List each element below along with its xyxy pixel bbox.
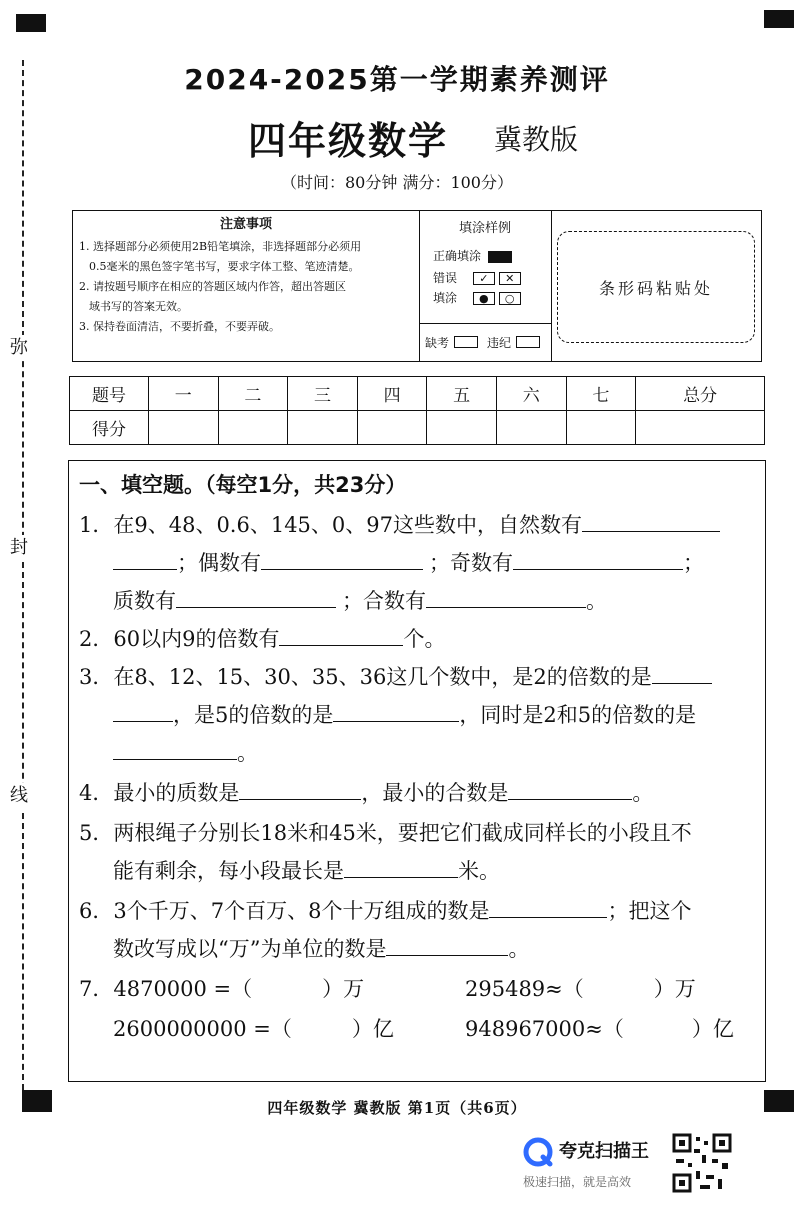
score-table-header-row — [70, 377, 765, 411]
question-7-line-1a — [79, 973, 364, 1003]
answer-blank[interactable] — [652, 663, 712, 684]
correct-fill-row — [433, 247, 512, 264]
score-table-score-row — [70, 411, 765, 445]
question-3-line-3 — [113, 737, 258, 767]
question-text: 。 — [237, 741, 258, 765]
filled-dot-icon: ● — [473, 292, 495, 305]
barcode-area: 条形码粘贴处 — [557, 231, 755, 343]
notes-panel — [73, 211, 420, 361]
question-text: 质数有 — [113, 589, 176, 613]
question-text: ；奇数有 — [429, 551, 513, 575]
violation-label: 违纪 — [487, 336, 512, 350]
filled-square-icon — [488, 251, 512, 263]
info-box — [72, 210, 762, 362]
question-section-box — [68, 460, 766, 1082]
answer-blank[interactable] — [386, 935, 508, 956]
scanner-watermark — [523, 1137, 649, 1189]
question-text: 7．4870000 =（ — [79, 977, 253, 1001]
question-7-line-1b — [465, 973, 696, 1003]
section-title: 一、填空题。（每空1分，共23分） — [79, 473, 407, 497]
question-text: 2600000000 =（ — [113, 1017, 292, 1041]
question-text: ）万 — [653, 977, 696, 1001]
binding-char-seal: 弥 — [9, 335, 29, 361]
absent-violation-row — [419, 323, 551, 362]
question-5-line-1 — [79, 817, 692, 847]
score-table — [69, 376, 765, 445]
question-3-line-1 — [79, 661, 712, 691]
score-cell[interactable] — [218, 411, 288, 445]
score-cell[interactable] — [427, 411, 497, 445]
absent-checkbox[interactable] — [454, 336, 478, 348]
corner-mark-top-right — [764, 10, 794, 28]
question-text: 1．在9、48、0.6、145、0、97这些数中，自然数有 — [79, 513, 583, 537]
question-text: ）亿 — [691, 1017, 734, 1041]
question-1-line-1 — [79, 509, 720, 539]
question-2-line — [79, 623, 445, 653]
question-1-line-2 — [113, 547, 704, 577]
notes-line: 域书写的答案无效。 — [89, 300, 188, 313]
question-text: 。 — [632, 781, 654, 805]
question-text: 。 — [586, 589, 607, 613]
question-5-line-2 — [113, 855, 500, 885]
question-text: ）万 — [322, 977, 365, 1001]
scanner-logo-icon — [523, 1137, 553, 1167]
question-text: 数改写成以“万”为单位的数是 — [113, 937, 387, 961]
question-1-line-3 — [113, 585, 607, 615]
question-text: 。 — [508, 937, 530, 961]
question-text: ；把这个 — [607, 899, 692, 923]
qr-code-icon — [672, 1133, 732, 1193]
question-text: 6．3个千万、7个百万、8个十万组成的数是 — [79, 899, 490, 923]
correct-fill-label: 正确填涂 — [433, 249, 482, 263]
score-table-header: 三 — [288, 377, 358, 411]
score-row-label: 得分 — [70, 411, 149, 445]
answer-blank[interactable] — [489, 897, 607, 918]
violation-checkbox[interactable] — [516, 336, 540, 348]
score-cell[interactable] — [566, 411, 636, 445]
notes-line: 2. 请按题号顺序在相应的答题区域内作答，超出答题区 — [79, 280, 346, 293]
question-7-line-2a — [113, 1013, 394, 1043]
question-text: 4．最小的质数是 — [79, 781, 240, 805]
score-table-header: 二 — [218, 377, 288, 411]
question-text: ）亿 — [351, 1017, 394, 1041]
question-4-line — [79, 777, 653, 807]
notes-heading: 注意事项 — [219, 217, 272, 232]
notes-line: 1. 选择题部分必须使用2B铅笔填涂，非选择题部分必须用 — [79, 240, 362, 253]
wrong-fill-label: 错误 — [433, 271, 458, 285]
binding-char-seal2: 封 — [9, 535, 29, 561]
answer-blank[interactable] — [239, 779, 361, 800]
fill-sample-panel — [419, 211, 552, 361]
question-text: 948967000≈（ — [465, 1017, 624, 1041]
score-cell[interactable] — [149, 411, 219, 445]
check-mark-icon: ✓ — [473, 272, 495, 285]
question-text: 3．在8、12、15、30、35、36这几个数中，是2的倍数的是 — [79, 665, 652, 689]
score-cell[interactable] — [357, 411, 427, 445]
answer-blank[interactable] — [513, 549, 683, 570]
question-text: 295489≈（ — [465, 977, 584, 1001]
question-6-line-1 — [79, 895, 691, 925]
answer-blank[interactable] — [176, 587, 336, 608]
question-text: ；偶数有 — [177, 551, 261, 575]
edition-label: 冀教版 — [494, 123, 579, 156]
wrong-fill-row — [433, 269, 521, 286]
answer-blank[interactable] — [426, 587, 586, 608]
subject-title: 四年级数学 — [248, 118, 449, 163]
page-footer: 四年级数学 冀教版 第1页（共6页） — [267, 1099, 527, 1117]
fill-sample-heading: 填涂样例 — [458, 221, 511, 236]
question-text: ； — [683, 551, 704, 575]
score-cell[interactable] — [496, 411, 566, 445]
question-text: 能有剩余，每小段最长是 — [113, 859, 344, 883]
binding-char-line: 线 — [9, 783, 29, 809]
cross-mark-icon: ✕ — [499, 272, 521, 285]
notes-line: 3. 保持卷面清洁，不要折叠，不要弄破。 — [79, 320, 280, 333]
question-text: 个。 — [403, 627, 446, 651]
answer-blank[interactable] — [344, 857, 458, 878]
hollow-dot-icon: ○ — [499, 292, 521, 305]
answer-blank[interactable] — [582, 511, 720, 532]
answer-blank[interactable] — [333, 701, 459, 722]
question-text: ；合数有 — [342, 589, 426, 613]
answer-blank[interactable] — [113, 549, 177, 570]
question-text: 米。 — [458, 859, 500, 883]
answer-blank[interactable] — [113, 739, 237, 760]
corner-mark-top-left — [16, 14, 46, 32]
question-6-line-2 — [113, 933, 529, 963]
score-cell[interactable] — [636, 411, 765, 445]
score-table-header: 题号 — [70, 377, 149, 411]
question-text: 2．60以内9的倍数有 — [79, 627, 280, 651]
scanner-slogan: 极速扫描，就是高效 — [523, 1175, 632, 1189]
notes-line: 0.5毫米的黑色签字笔书写，要求字体工整、笔迹清楚。 — [89, 260, 360, 273]
question-text: 5．两根绳子分别长18米和45米，要把它们截成同样长的小段且不 — [79, 821, 692, 845]
score-cell[interactable] — [288, 411, 358, 445]
score-table-header: 五 — [427, 377, 497, 411]
score-table-header: 总分 — [636, 377, 765, 411]
answer-blank[interactable] — [261, 549, 423, 570]
question-text: ，最小的合数是 — [361, 781, 509, 805]
answer-blank[interactable] — [279, 625, 403, 646]
scanner-name: 夸克扫描王 — [559, 1141, 649, 1162]
answer-blank[interactable] — [508, 779, 632, 800]
exam-meta: （时间：80分钟 满分：100分） — [281, 173, 513, 192]
question-text: ，是5的倍数的是 — [173, 703, 334, 727]
wrong-fill-label-2: 填涂 — [433, 291, 458, 305]
wrong-fill-row-2 — [433, 289, 521, 306]
question-7-line-2b — [465, 1013, 734, 1043]
score-table-header: 七 — [566, 377, 636, 411]
exam-title: 2024-2025第一学期素养测评 — [184, 63, 610, 96]
score-table-header: 一 — [149, 377, 219, 411]
binding-dashed-line — [22, 60, 24, 1090]
absent-label: 缺考 — [425, 336, 450, 350]
score-table-header: 六 — [496, 377, 566, 411]
score-table-header: 四 — [357, 377, 427, 411]
question-text: ，同时是2和5的倍数的是 — [459, 703, 697, 727]
answer-blank[interactable] — [113, 701, 173, 722]
question-3-line-2 — [113, 699, 696, 729]
